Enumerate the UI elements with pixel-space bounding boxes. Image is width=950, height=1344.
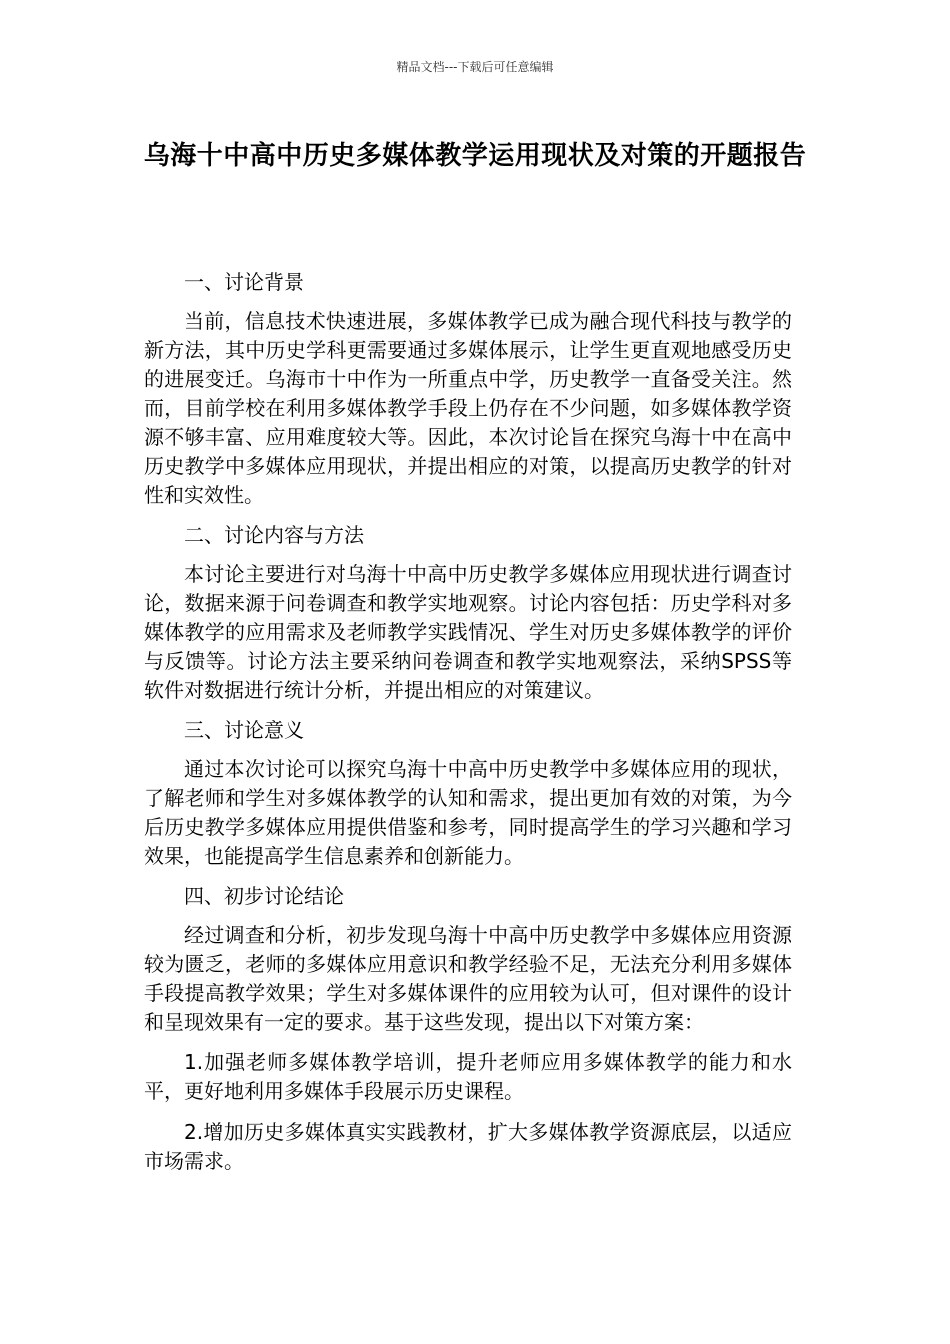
section-conclusion	[144, 882, 792, 1037]
section-heading: 三、讨论意义	[184, 718, 304, 742]
measures-list	[144, 1048, 792, 1176]
section-heading: 四、初步讨论结论	[184, 884, 344, 908]
document-body	[144, 268, 792, 1188]
measure-item: 2.增加历史多媒体真实实践教材，扩大多媒体教学资源底层，以适应市场需求。	[144, 1120, 792, 1173]
document-title: 乌海十中高中历史多媒体教学运用现状及对策的开题报告	[143, 141, 807, 171]
header-note: 精品文档---下载后可任意编辑	[396, 60, 554, 74]
section-paragraph: 通过本次讨论可以探究乌海十中高中历史教学中多媒体应用的现状，了解老师和学生对多媒体教学的认知和需求，提出更加有效的对策，为今后历史教学多媒体应用提供借鉴和参考，同时提高学生的学习兴趣和学习效果，也能提高学生信息素养和创新能力。	[144, 757, 792, 868]
section-heading: 二、讨论内容与方法	[184, 523, 364, 547]
section-paragraph: 本讨论主要进行对乌海十中高中历史教学多媒体应用现状进行调查讨论，数据来源于问卷调查和教学实地观察。讨论内容包括：历史学科对多媒体教学的应用需求及老师教学实践情况、学生对历史多媒体教学的评价与反馈等。讨论方法主要采纳问卷调查和教学实地观察法，采纳SPSS等软件对数据进行统计分析，并提出相应的对策建议。	[144, 562, 792, 702]
section-paragraph: 经过调查和分析，初步发现乌海十中高中历史教学中多媒体应用资源较为匮乏，老师的多媒体应用意识和教学经验不足，无法充分利用多媒体手段提高教学效果；学生对多媒体课件的应用较为认可，但对课件的设计和呈现效果有一定的要求。基于这些发现，提出以下对策方案：	[144, 923, 792, 1034]
section-paragraph: 当前，信息技术快速进展，多媒体教学已成为融合现代科技与教学的新方法，其中历史学科更需要通过多媒体展示，让学生更直观地感受历史的进展变迁。乌海市十中作为一所重点中学，历史教学一直备受关注。然而，目前学校在利用多媒体教学手段上仍存在不少问题，如多媒体教学资源不够丰富、应用难度较大等。因此，本次讨论旨在探究乌海十中在高中历史教学中多媒体应用现状，并提出相应的对策，以提高历史教学的针对性和实效性。	[144, 309, 792, 507]
section-content-method	[144, 521, 792, 705]
section-background	[144, 268, 792, 510]
measure-item: 1.加强老师多媒体教学培训，提升老师应用多媒体教学的能力和水平，更好地利用多媒体手段展示历史课程。	[144, 1050, 792, 1103]
section-heading: 一、讨论背景	[184, 270, 304, 294]
section-significance	[144, 716, 792, 871]
